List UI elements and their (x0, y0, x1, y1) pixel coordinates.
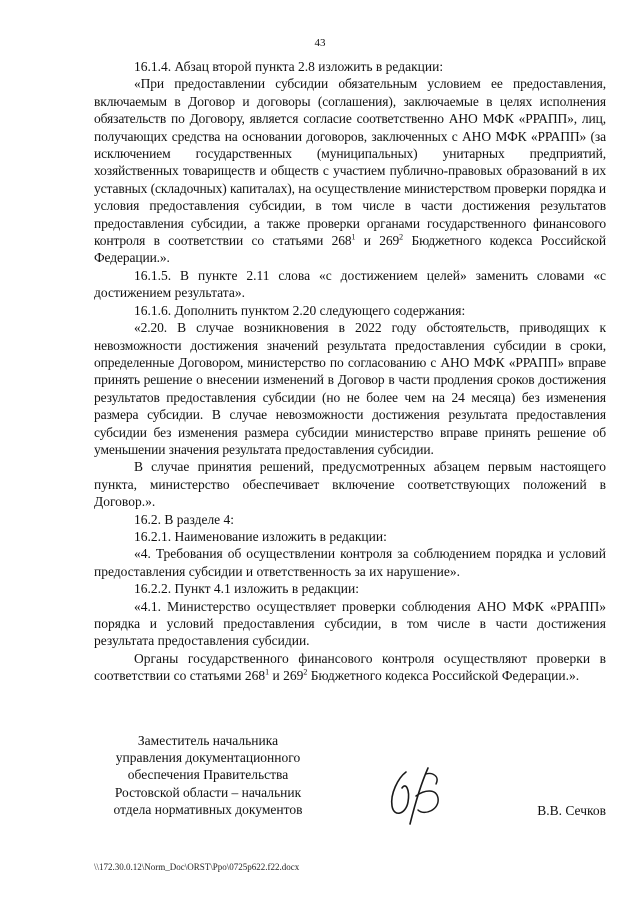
signatory-title-line: Ростовской области – начальник (114, 784, 302, 800)
paragraph-16-1-6: 16.1.6. Дополнить пунктом 2.20 следующего содержания: (134, 302, 466, 318)
paragraph-2-8-end: Бюджетного кодекса Российской Федерации.». (94, 233, 606, 266)
paragraph-4-1: «4.1. Министерство осуществляет проверки соблюдения АНО МФК «РРАПП» порядка и условий предоставления субсидии, в том числе в части достижения результата предоставления субсидии. (94, 598, 606, 649)
superscript-268-b: 1 (265, 667, 270, 677)
paragraph-4-1-second-main: Органы государственного финансового контроля осуществляют проверки в соответствии со статьями 268 (94, 650, 606, 684)
signatory-title-line: Заместитель начальника (137, 733, 279, 748)
paragraph-16-2-2: 16.2.2. Пункт 4.1 изложить в редакции: (134, 581, 359, 597)
superscript-269-b: 2 (303, 667, 308, 677)
paragraph-16-2: 16.2. В разделе 4: (134, 511, 235, 527)
file-path-footer: \\172.30.0.12\Norm_Doc\ORST\Ppo\0725p622.f22.docx (94, 862, 300, 872)
signature-block (94, 732, 606, 827)
paragraph-4-1-second-end: Бюджетного кодекса Российской Федерации.». (307, 668, 580, 684)
document-body (94, 58, 606, 685)
paragraph-2-8-and: и 269 (355, 233, 400, 249)
signatory-name: В.В. Сечков (537, 803, 606, 818)
paragraph-16-1-4: 16.1.4. Абзац второй пункта 2.8 изложить в редакции: (134, 59, 444, 74)
handwritten-signature (376, 760, 456, 832)
paragraph-16-1-5: 16.1.5. В пункте 2.11 слова «с достижением целей» заменить словами «с достижением результата». (94, 267, 606, 301)
signatory-title-line: управления документационного (115, 750, 301, 766)
signatory-title-line: отдела нормативных документов (113, 801, 303, 817)
paragraph-4-1-second (94, 650, 606, 685)
paragraph-section-4-title: «4. Требования об осуществлении контроля за соблюдением порядка и условий предоставления субсидии и ответственность за их нарушение». (94, 546, 606, 579)
paragraph-4-1-second-and: и 269 (269, 668, 304, 684)
paragraph-2-20: «2.20. В случае возникновения в 2022 году обстоятельств, приводящих к невозможности достижения значений результата предоставления субсидии в сроки, определенные Договором, министерство по согласованию с АНО МФК «РРАПП» вправе принять решение о внесении изменений в Договор в части продления сроков достижения результатов предоставления субсидии (но не более чем на 24 месяца) без изменения размера субсидии. В случае невозможности достижения результата предоставления субсидии без изменения размера субсидии министерство вправе принять решение об уменьшении значения результата предоставления субсидии. (94, 320, 606, 457)
paragraph-2-8-main: «При предоставлении субсидии обязательным условием ее предоставления, включаемым в Договор и договоры (соглашения), заключаемые в целях исполнения обязательств по Договору, является согласие соответственно АНО МФК «РРАПП», лиц, получающих средства на основании договоров, заключенных с АНО МФК «РРАПП» (за исключением государственных (муниципальных) унитарных предприятий, хозяйственных товариществ и обществ с участием публично-правовых образований в их уставных (складочных) капиталах), на осуществление министерством проверки порядка и условия предоставления субсидии, в том числе в части достижения результатов предоставления субсидии, а также проверки органами государственного финансового контроля в соответствии со статьями 268 (94, 76, 606, 249)
paragraph-2-20-second: В случае принятия решений, предусмотренных абзацем первым настоящего пункта, министерство обеспечивает включение соответствующих положений в Договор.». (94, 459, 606, 510)
paragraph-16-2-1: 16.2.1. Наименование изложить в редакции: (134, 528, 387, 544)
signatory-title (94, 732, 322, 818)
page-number: 43 (314, 37, 326, 49)
signatory-title-line: обеспечения Правительства (127, 767, 289, 783)
superscript-268: 1 (351, 232, 356, 242)
paragraph-2-8-text (94, 75, 606, 266)
superscript-269: 2 (399, 232, 404, 242)
